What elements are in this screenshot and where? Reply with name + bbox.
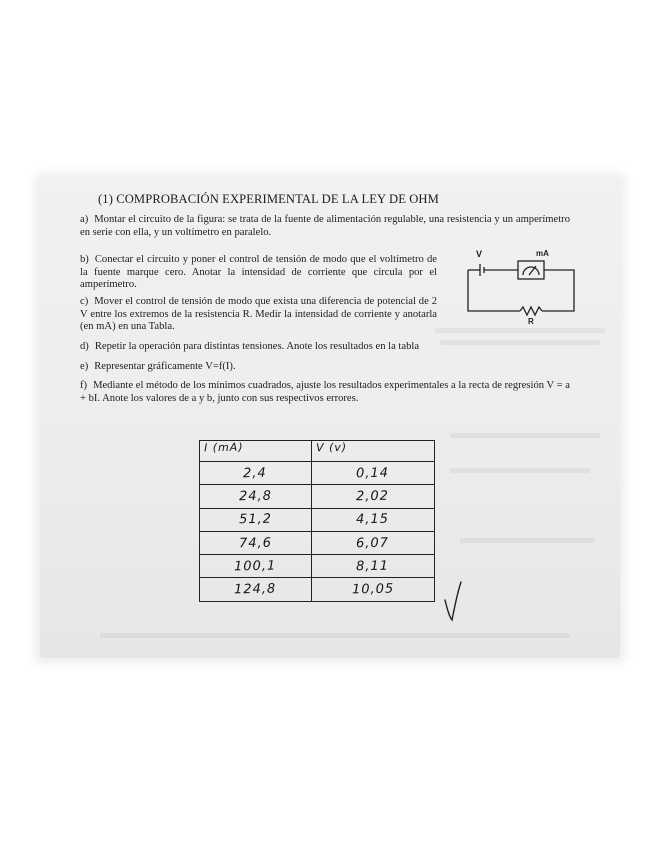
item-a [80,214,570,239]
resistor-icon [520,307,542,315]
table-row [200,555,435,578]
voltage-cell: 4,15 [311,508,434,531]
voltage-cell: 6,07 [311,531,434,554]
show-through-mark [450,433,600,438]
item-label: e) [80,361,89,372]
item-d [80,341,570,354]
wire [468,270,520,311]
column-header-current: I (mA) [200,441,312,462]
show-through-mark [450,468,590,473]
current-cell: 74,6 [200,531,312,554]
table-row [200,578,435,601]
item-text: Mediante el método de los mínimos cuadrados, ajuste los resultados experimentales a la recta de regresión V = a + bI. Anote los valores de a y b, junto con sus respectivos errores. [80,380,570,404]
item-label: d) [80,341,89,352]
resistor-label: R [528,317,534,326]
item-f [80,380,570,405]
voltage-cell: 10,05 [311,578,434,601]
item-text: Montar el circuito de la figura: se trata de la fuente de alimentación regulable, una resistencia y un amperímetro en serie con ella, y un voltímetro en paralelo. [80,214,570,238]
show-through-mark [435,328,605,333]
wire [542,270,574,311]
item-label: f) [80,380,88,391]
item-label: b) [80,254,89,265]
checkmark-icon [443,580,463,622]
item-text: Repetir la operación para distintas tensiones. Anote los resultados en la tabla [94,341,420,352]
item-e [80,361,570,374]
voltmeter-label: V [476,249,483,259]
table-row [200,462,435,485]
item-label: c) [80,296,89,307]
item-c [80,296,437,334]
current-cell: 100,1 [200,555,312,578]
current-cell: 51,2 [200,508,312,531]
show-through-mark [100,633,570,638]
voltage-cell: 0,14 [311,462,434,485]
circuit-diagram [462,245,584,326]
current-cell: 24,8 [200,485,312,508]
item-label: a) [80,214,89,225]
item-text: Representar gráficamente V=f(I). [94,361,236,372]
item-text: Conectar el circuito y poner el control de tensión de modo que el voltímetro de la fuente marque cero. Anotar la intensidad de corriente que circula por el amperímetro. [80,254,437,291]
voltage-cell: 8,11 [311,555,434,578]
ammeter-icon [518,261,544,279]
page-title: (1) COMPROBACIÓN EXPERIMENTAL DE LA LEY DE OHM [98,192,439,206]
table-row [200,508,435,531]
table-row [200,531,435,554]
item-b [80,254,437,292]
column-header-voltage: V (v) [311,441,434,462]
table-row [200,485,435,508]
measurements-table [199,440,435,602]
table-header-row [200,441,435,462]
voltage-cell: 2,02 [311,485,434,508]
ammeter-label: mA [536,249,549,258]
ammeter-dial [523,267,539,275]
current-cell: 124,8 [200,578,312,601]
item-text: Mover el control de tensión de modo que exista una diferencia de potencial de 2 V entre los extremos de la resistencia R. Medir la intensidad de corriente y anotarla (en mA) en una Tabla. [80,296,437,333]
current-cell: 2,4 [200,462,312,485]
show-through-mark [460,538,595,543]
